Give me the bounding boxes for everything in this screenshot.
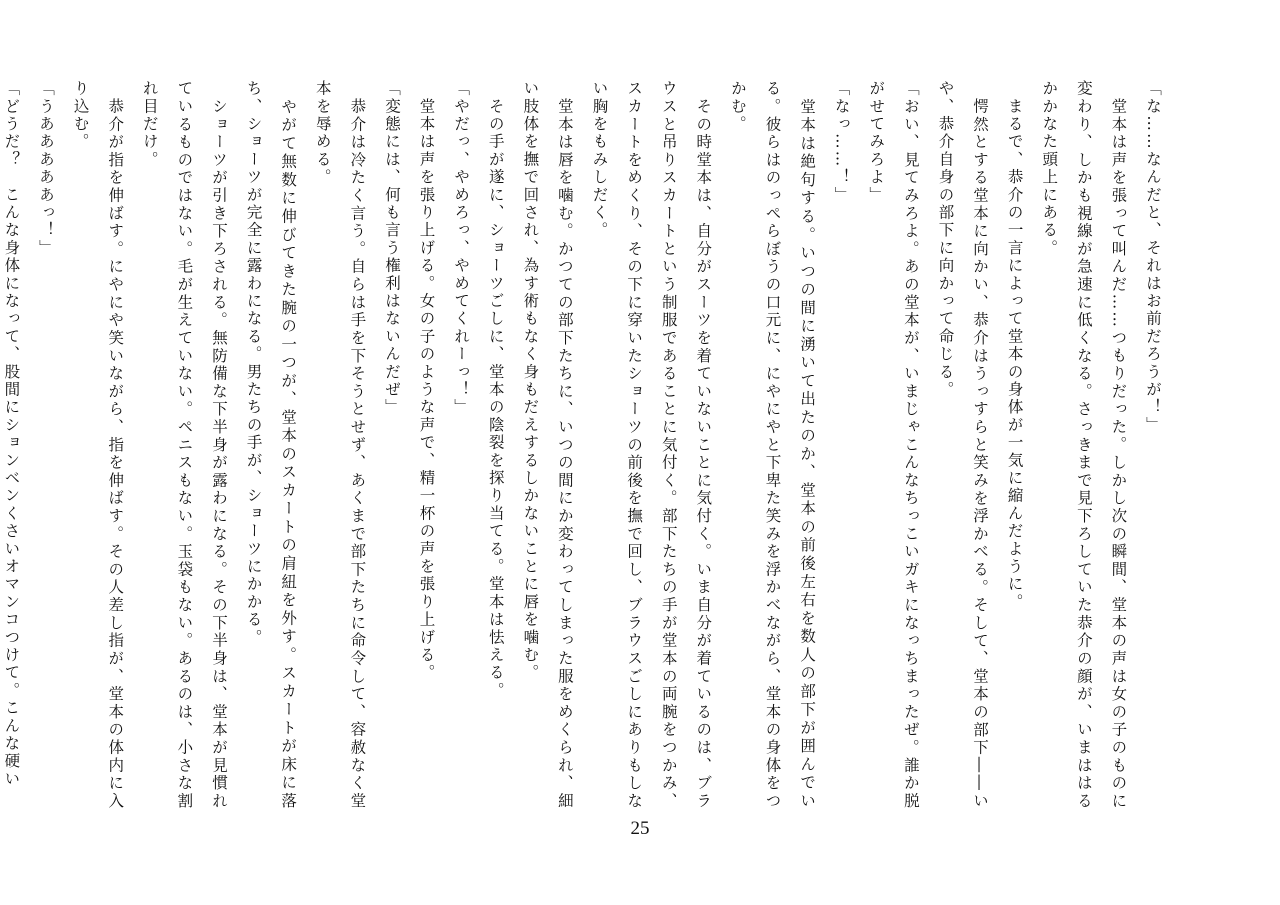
paragraph: 堂本は唇を噛む。かつての部下たちに、いつの間にか変わってしまった服をめくられ、細い肢体を撫で回され、為す術もなく身もだえするしかないことに唇を噛む。 xyxy=(521,80,574,810)
paragraph: 堂本は絶句する。いつの間に湧いて出たのか、堂本の前後左右を数人の部下が囲んでいる。彼らはのっぺらぼうの口元に、にやにやと下卑た笑みを浮かべながら、堂本の身体をつかむ。 xyxy=(728,80,817,810)
paragraph: 「うあああああっ！」 xyxy=(37,80,55,257)
paragraph: 「どうだ？ こんな身体になって、股間にションベンくさいオマンコつけて。こんな硬い xyxy=(2,80,21,788)
paragraph: まるで、恭介の一言によって堂本の身体が一気に縮んだように。 xyxy=(1005,80,1024,611)
paragraph: 恭介が指を伸ばす。にやにや笑いながら、指を伸ばす。その人差し指が、堂本の体内に入り込む。 xyxy=(71,80,125,810)
paragraph: やがて無数に伸びてきた腕の一つが、堂本のスカートの肩紐を外す。スカートが床に落ち、ショーツが完全に露わになる。男たちの手が、ショーツにかかる。 xyxy=(244,80,298,810)
paragraph: 堂本は声を張り上げる。女の子のような声で、精一杯の声を張り上げる。 xyxy=(417,80,436,682)
paragraph: 愕然とする堂本に向かい、恭介はうっすらと笑みを浮かべる。そして、堂本の部下――いや、恭介自身の部下に向かって命じる。 xyxy=(936,80,990,810)
page-number: 25 xyxy=(630,818,650,839)
paragraph: 「な……なんだと、それはお前だろうが！」 xyxy=(1144,80,1162,434)
vertical-text-body xyxy=(2,80,1170,810)
paragraph: その時堂本は、自分がスーツを着ていないことに気付く。いま自分が着ているのは、ブラウスと吊りスカートという制服であることに気付く。部下たちの手が堂本の両腕をつかみ、スカートをめくり、その下に穿いたショーツの前後を撫で回し、ブラウスごしにありもしない胸をもみしだく。 xyxy=(590,80,713,810)
paragraph: 「なっ……！」 xyxy=(832,80,851,204)
paragraph: 堂本は声を張って叫んだ……つもりだった。しかし次の瞬間、堂本の声は女の子のものに変わり、しかも視線が急速に低くなる。さっきまで見下ろしていた恭介の顔が、いまははるかかなた頭上にある。 xyxy=(1040,80,1128,810)
paragraph: 「おい、見てみろよ。あの堂本が、いまじゃこんなちっこいガキになっちまったぜ。誰か脱がせてみろよ」 xyxy=(867,80,920,810)
paragraph: 「やだっ、やめろっ、やめてくれーっ！」 xyxy=(452,80,471,417)
paragraph: ショーツが引き下ろされる。無防備な下半身が露わになる。その下半身は、堂本が見慣れているものではない。毛が生えていない。ペニスもない。玉袋もない。あるのは、小さな割れ目だけ。 xyxy=(140,80,228,810)
paragraph: その手が遂に、ショーツごしに、堂本の陰裂を探り当てる。堂本は怯える。 xyxy=(486,80,505,700)
paragraph: 「変態には、何も言う権利はないんだぜ」 xyxy=(382,80,401,417)
paragraph: 恭介は冷たく言う。自らは手を下そうとせず、あくまで部下たちに命令して、容赦なく堂本を辱める。 xyxy=(313,80,367,810)
